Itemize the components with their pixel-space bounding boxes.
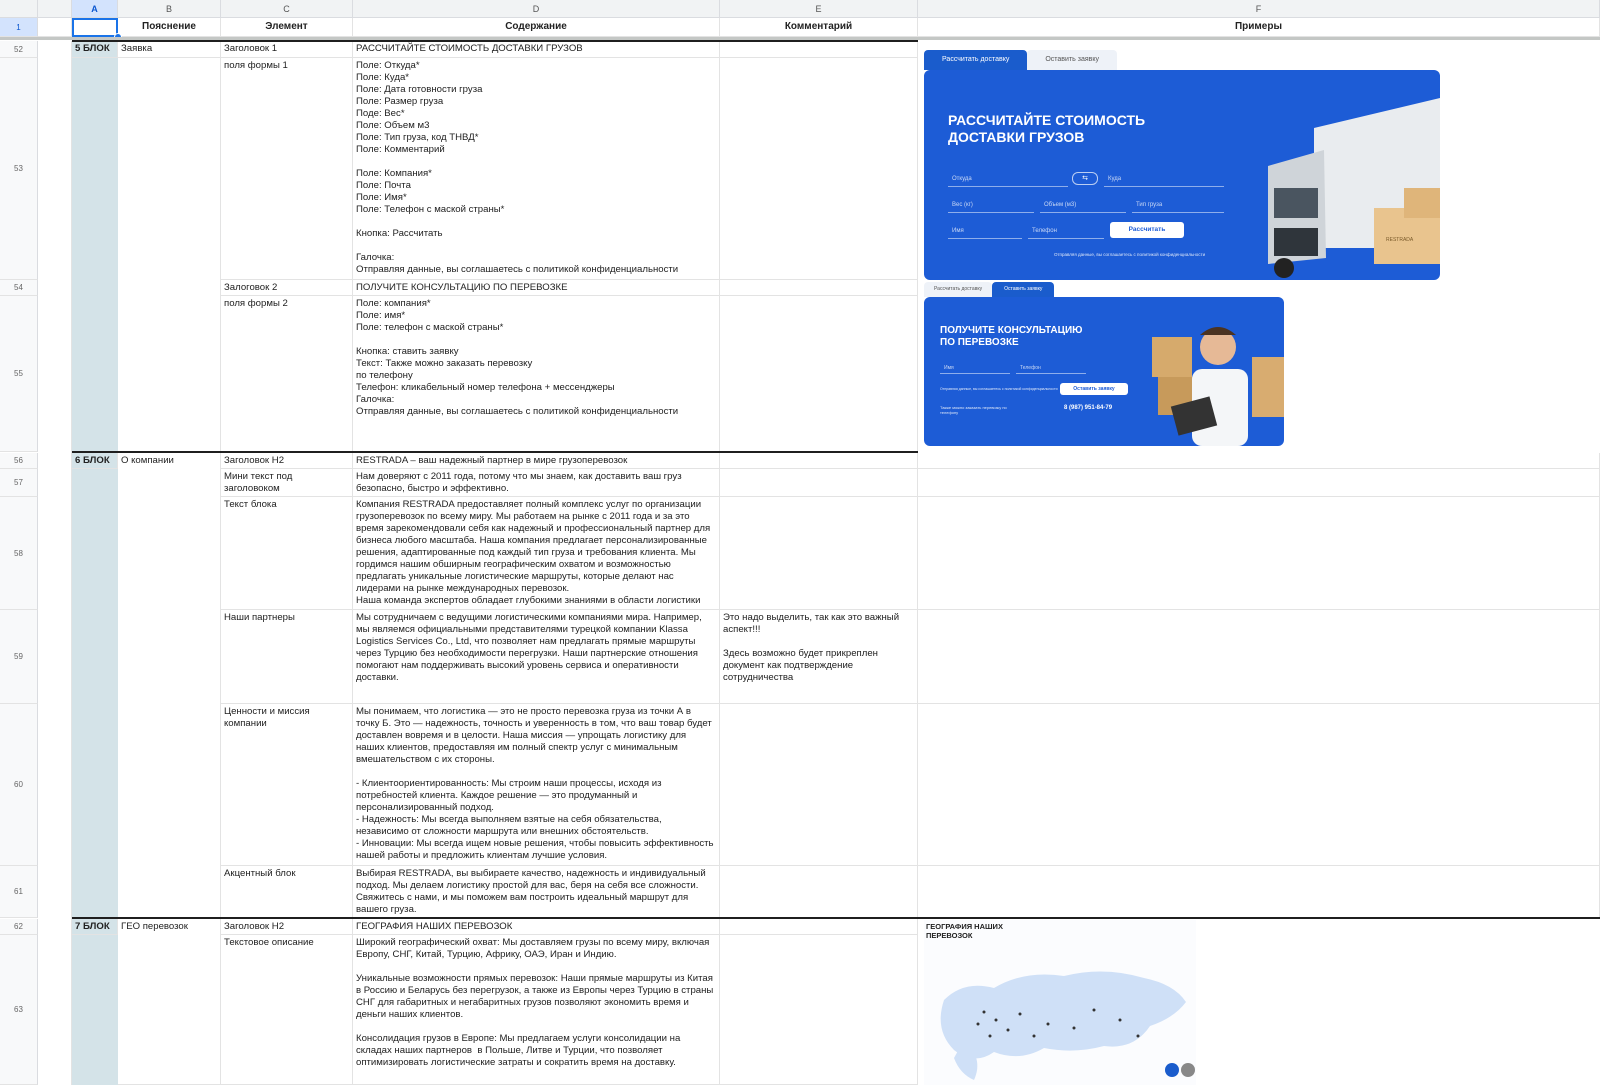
field-name: Имя	[948, 224, 1022, 239]
manager-illustration	[1152, 307, 1284, 446]
cell-comment[interactable]	[720, 469, 918, 497]
order-button: Оставить заявку	[1060, 383, 1128, 395]
select-all-corner[interactable]	[0, 0, 38, 18]
cell-example[interactable]	[918, 469, 1600, 497]
truck-label: RESTRADA	[1386, 237, 1414, 243]
swap-icon: ⇆	[1072, 172, 1098, 185]
row-number-60[interactable]: 60	[0, 704, 38, 866]
column-header-blank	[38, 0, 72, 18]
cell-element[interactable]: Мини текст под заголовоком	[221, 469, 353, 497]
cell-element[interactable]: Текст блока	[221, 497, 353, 610]
cell-element[interactable]: Наши партнеры	[221, 610, 353, 704]
cell-comment[interactable]	[720, 280, 918, 296]
cell-element[interactable]: Текстовое описание	[221, 935, 353, 1085]
cell-comment[interactable]	[720, 704, 918, 866]
tab-leave-request: Оставить заявку	[992, 282, 1054, 297]
header-examples[interactable]: Примеры	[918, 18, 1600, 37]
row-number-53[interactable]: 53	[0, 58, 38, 280]
cell-example[interactable]	[918, 453, 1600, 469]
geo-map-title: ГЕОГРАФИЯ НАШИХ ПЕРЕВОЗОК	[926, 922, 1003, 940]
block-label[interactable]: 5 БЛОК	[72, 41, 118, 58]
row-number-55[interactable]: 55	[0, 296, 38, 452]
block-label[interactable]: 7 БЛОК	[72, 919, 118, 935]
field-phone: Телефон	[1016, 363, 1086, 374]
field-phone: Телефон	[1028, 224, 1104, 239]
header-element[interactable]: Элемент	[221, 18, 353, 37]
cell-content[interactable]: Мы сотрудничаем с ведущими логистическими компаниями мира. Например, мы являемся официальными представителями турецкой компании Klassa Logistics Services Co., Ltd, что позволяет нам предлагать прямые маршруты через Турцию без необходимости перегрузки. Наши партнерские отношения помогают нам поддерживать высокий уровень сервиса и оперативности доставки.	[353, 610, 720, 704]
calc-banner-title: РАССЧИТАЙТЕ СТОИМОСТЬ ДОСТАВКИ ГРУЗОВ	[948, 112, 1146, 145]
column-header-f[interactable]: F	[918, 0, 1600, 18]
cell-element[interactable]: Заголовок 1	[221, 41, 353, 58]
cell-content[interactable]: Поле: компания* Поле: имя* Поле: телефон с маской страны* Кнопка: ставить заявку Текст: Также можно заказать перевозку по телефону Телефон: кликабельный номер телефона + мессенджеры Галочка: Отправляя данные, вы соглашаетесь с политикой конфиденциальности	[353, 296, 720, 452]
block-border-top	[72, 40, 918, 42]
consent-text: Отправляя данные, вы соглашаетесь с политикой конфиденциальности	[940, 387, 1058, 391]
tab-calc-delivery: Рассчитать доставку	[924, 50, 1027, 70]
cell-explanation-merged[interactable]	[118, 469, 221, 918]
calc-button: Рассчитать	[1110, 222, 1184, 238]
cell-content[interactable]: РАССЧИТАЙТЕ СТОИМОСТЬ ДОСТАВКИ ГРУЗОВ	[353, 41, 720, 58]
cell-example[interactable]	[918, 610, 1600, 704]
consult-banner	[924, 297, 1284, 446]
tab-leave-request: Оставить заявку	[1027, 50, 1117, 70]
consent-text: Отправляя данные, вы соглашаетесь с политикой конфиденциальности	[1054, 252, 1206, 257]
cell-example[interactable]	[918, 866, 1600, 918]
phone-order-text: Также можно заказать перевозку по телефону	[940, 405, 1007, 415]
row-number-58[interactable]: 58	[0, 497, 38, 610]
example-tabs	[924, 50, 1117, 70]
column-header-c[interactable]: C	[221, 0, 353, 18]
row-number-57[interactable]: 57	[0, 469, 38, 497]
field-name: Имя	[940, 363, 1010, 374]
cell-comment[interactable]	[720, 58, 918, 280]
cell-blank-1[interactable]	[38, 18, 72, 37]
example2-tabs	[924, 282, 1054, 297]
cell-comment[interactable]	[720, 935, 918, 1085]
cell-comment[interactable]: Это надо выделить, так как это важный аспект!!! Здесь возможно будет прикреплен документ как подтверждение сотрудничества	[720, 610, 918, 704]
cell-content[interactable]: Нам доверяют с 2011 года, потому что мы знаем, как доставить ваш груз безопасно, быстро и эффективно.	[353, 469, 720, 497]
cell-explanation[interactable]: Заявка	[118, 41, 221, 58]
field-cargo-type: Тип груза	[1132, 198, 1224, 213]
calc-banner	[924, 70, 1440, 280]
row-number-62[interactable]: 62	[0, 919, 38, 935]
example-calc-form-image[interactable]	[924, 50, 1440, 280]
field-volume: Объем (м3)	[1040, 198, 1126, 213]
cell-content[interactable]: Поле: Откуда* Поле: Куда* Поле: Дата готовности груза Поле: Размер груза Поде: Вес* Поле: Объем м3 Поле: Тип груза, код ТНВД* Поле: Комментарий Поле: Компания* Поле: Почта Поле: Имя* Поле: Телефон с маской страны* Кнопка: Рассчитать Галочка: Отправляя данные, вы соглашаетесь с политикой конфиденциальности	[353, 58, 720, 280]
row-number-59[interactable]: 59	[0, 610, 38, 704]
cell-comment[interactable]	[720, 296, 918, 452]
cell-explanation[interactable]: О компании	[118, 453, 221, 469]
cell-content[interactable]: Широкий географический охват: Мы доставляем грузы по всему миру, включая Европу, СНГ, Китай, Турцию, Африку, ОАЭ, Иран и Индию. Уникальные возможности прямых перевозок: Наши прямые маршруты из Китая в Россию и Беларусь без перегрузок, а также из Европы через Турцию в страны СНГ для габаритных и негабаритных грузов позволяют экономить время и деньги наших клиентов. Консолидация грузов в Европе: Мы предлагаем услуги консолидации на складах наших партнеров в Польше, Литве и Турции, что позволяет оптимизировать логистические затраты и сократить время на доставку.	[353, 935, 720, 1085]
world-map	[924, 940, 1196, 1085]
cell-content[interactable]: ГЕОГРАФИЯ НАШИХ ПЕРЕВОЗОК	[353, 919, 720, 935]
cell-comment[interactable]	[720, 919, 918, 935]
example-consult-form-image[interactable]	[924, 282, 1284, 446]
column-header-d[interactable]: D	[353, 0, 720, 18]
cell-explanation[interactable]: ГЕО перевозок	[118, 919, 221, 1085]
cell-element[interactable]: Залоговок 2	[221, 280, 353, 296]
column-header-a[interactable]: A	[72, 0, 118, 18]
cell-comment[interactable]	[720, 453, 918, 469]
cell-element[interactable]: Заголовок H2	[221, 919, 353, 935]
cell-comment[interactable]	[720, 866, 918, 918]
cell-explanation-merged[interactable]	[118, 58, 221, 452]
cell-comment[interactable]	[720, 497, 918, 610]
cell-element[interactable]: Заголовок H2	[221, 453, 353, 469]
row-number-1[interactable]: 1	[0, 18, 38, 37]
column-header-b[interactable]: B	[118, 0, 221, 18]
cell-comment[interactable]	[720, 41, 918, 58]
cell-content[interactable]: Компания RESTRADA предоставляет полный комплекс услуг по организации грузоперевозок по всему миру. Мы работаем на рынке с 2011 года и за это время зарекомендовали себя как надежный и профессиональный партнер для бизнеса любого масштаба. Наша компания предлагает персонализированные решения, адаптированные под каждый тип груза и требования клиента. Мы гордимся нашим обширным географическим охватом и возможностью предлагать уникальные логистические маршруты, которые делают нас лидерами на рынке международных перевозок. Наша команда экспертов обладает глубокими знаниями в области логистики	[353, 497, 720, 610]
cell-content[interactable]: Выбирая RESTRADA, вы выбираете качество, надежность и индивидуальный подход. Мы делаем логистику простой для вас, беря на себя все сложности. Свяжитесь с нами, и мы поможем вам построить идеальный маршрут для вашего груза.	[353, 866, 720, 918]
header-content[interactable]: Содержание	[353, 18, 720, 37]
example-geo-map-image[interactable]	[924, 920, 1196, 1085]
row-number-54[interactable]: 54	[0, 280, 38, 296]
cell-element[interactable]: Акцентный блок	[221, 866, 353, 918]
cell-content[interactable]: RESTRADA – ваш надежный партнер в мире грузоперевозок	[353, 453, 720, 469]
consult-banner-title: ПОЛУЧИТЕ КОНСУЛЬТАЦИЮ ПО ПЕРЕВОЗКЕ	[940, 325, 1083, 348]
gutter-column	[38, 41, 72, 1085]
field-from: Откуда	[948, 172, 1068, 187]
phone-number: 8 (987) 951-84-79	[1064, 405, 1113, 411]
row-number-63[interactable]: 63	[0, 935, 38, 1085]
row-number-61[interactable]: 61	[0, 866, 38, 918]
active-cell-selection	[72, 18, 118, 37]
tab-calc-delivery: Рассчитать доставку	[924, 282, 992, 297]
cell-example[interactable]	[918, 704, 1600, 866]
cell-example[interactable]	[918, 497, 1600, 610]
header-poyasnenie[interactable]: Пояснение	[118, 18, 221, 37]
column-header-e[interactable]: E	[720, 0, 918, 18]
row-number-56[interactable]: 56	[0, 453, 38, 469]
field-weight: Вес (кг)	[948, 198, 1034, 213]
cell-element[interactable]: поля формы 1	[221, 58, 353, 280]
truck-illustration	[1254, 88, 1440, 280]
cell-element[interactable]: Ценности и миссия компании	[221, 704, 353, 866]
header-comment[interactable]: Комментарий	[720, 18, 918, 37]
cell-element[interactable]: поля формы 2	[221, 296, 353, 452]
block-label[interactable]: 6 БЛОК	[72, 453, 118, 469]
cell-content[interactable]: ПОЛУЧИТЕ КОНСУЛЬТАЦИЮ ПО ПЕРЕВОЗКЕ	[353, 280, 720, 296]
cell-content[interactable]: Мы понимаем, что логистика — это не просто перевозка груза из точки А в точку Б. Это — надежность, точность и уверенность в том, что ваш товар будет доставлен вовремя и в целости. Наша миссия — упрощать логистику для наших клиентов, предоставляя им полный спектр услуг с минимальным вмешательством с их стороны. - Клиентоориентированность: Мы строим наши процессы, исходя из потребностей клиента. Каждое решение — это продуманный и персонализированный подход. - Надежность: Мы всегда выполняем взятые на себя обязательства, независимо от сложности маршрута или внешних обстоятельств. - Инновации: Мы всегда ищем новые решения, чтобы повысить эффективность нашей работы и предложить клиентам лучшие условия.	[353, 704, 720, 866]
row-number-52[interactable]: 52	[0, 41, 38, 58]
field-to: Куда	[1104, 172, 1224, 187]
